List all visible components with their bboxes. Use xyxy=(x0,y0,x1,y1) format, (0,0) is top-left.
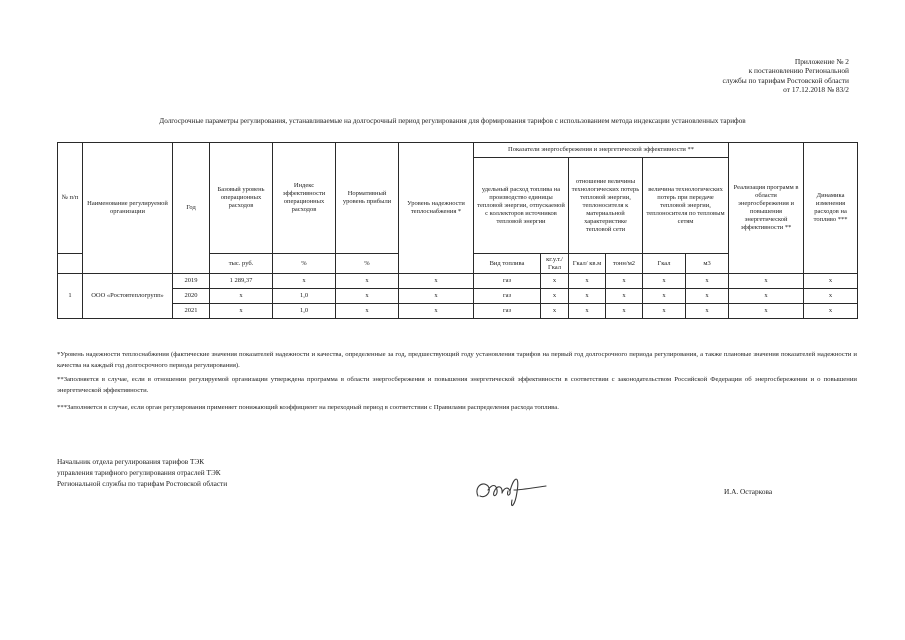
header-program: Реализация программ в области энергосбережения и повышения энергетической эффективности ** xyxy=(729,143,804,274)
unit-loss-b: м3 xyxy=(686,254,729,274)
cell-reliability: х xyxy=(399,304,474,319)
cell-loss-b: х xyxy=(686,289,729,304)
header-org: Наименование регулируемой организации xyxy=(83,143,173,274)
header-energy-group: Показатели энергосбережения и энергетической эффективности ** xyxy=(474,143,729,158)
header-reliability: Уровень надежности теплоснабжения * xyxy=(399,143,474,274)
header-ratio: отношение величины технологических потерь тепловой энергии, теплоносителя к материальной характеристике тепловой сети xyxy=(569,158,643,254)
header-dynamics: Динамика изменения расходов на топливо *** xyxy=(804,143,858,274)
table-row xyxy=(58,304,858,319)
cell-loss-b: х xyxy=(686,304,729,319)
unit-loss-a: Гкал xyxy=(643,254,686,274)
header-fuel: удельный расход топлива на производство единицы тепловой энергии, отпускаемой с коллекторов источников тепловой энергии xyxy=(474,158,569,254)
cell-dynamics: х xyxy=(804,274,858,289)
unit-profit: % xyxy=(336,254,399,274)
cell-index: 1,0 xyxy=(273,304,336,319)
header-index: Индекс эффективности операционных расходов xyxy=(273,143,336,254)
footnote-fuel: ***Заполняется в случае, если орган регулирования применяет понижающий коэффициент на переходный период в соответствии с Правилами распределения расхода топлива. xyxy=(57,404,559,411)
cell-ratio-b: х xyxy=(606,304,643,319)
unit-fuel: кг.у.т./Гкал xyxy=(541,254,569,274)
header-year: Год xyxy=(173,143,210,274)
cell-index: х xyxy=(273,274,336,289)
cell-fuel-unit: х xyxy=(541,289,569,304)
handwritten-signature xyxy=(470,466,550,512)
cell-profit: х xyxy=(336,304,399,319)
cell-program: х xyxy=(729,304,804,319)
appendix-block xyxy=(589,57,849,94)
cell-ratio-a: х xyxy=(569,274,606,289)
unit-index: % xyxy=(273,254,336,274)
org-name: ООО «Ростовтеплогрупп» xyxy=(83,274,173,319)
cell-profit: х xyxy=(336,289,399,304)
cell-ratio-a: х xyxy=(569,289,606,304)
cell-loss-a: х xyxy=(643,289,686,304)
appendix-line: к постановлению Региональной xyxy=(748,66,849,76)
cell-index: 1,0 xyxy=(273,289,336,304)
cell-program: х xyxy=(729,289,804,304)
header-num: № п/п xyxy=(58,143,83,254)
header-losses: величина технологических потерь при передаче тепловой энергии, теплоносителя по тепловым сетям xyxy=(643,158,729,254)
cell-loss-a: х xyxy=(643,274,686,289)
cell-fuel-unit: х xyxy=(541,274,569,289)
unit-fuel-type: Вид топлива xyxy=(474,254,541,274)
appendix-line: от 17.12.2018 № 83/2 xyxy=(783,84,849,94)
cell-dynamics: х xyxy=(804,289,858,304)
unit-ratio-a: Гкал/ кв.м xyxy=(569,254,606,274)
header-profit: Нормативный уровень прибыли xyxy=(336,143,399,254)
cell-base: х xyxy=(210,304,273,319)
appendix-line: Приложение № 2 xyxy=(794,57,849,66)
footnote-reliability: *Уровень надежности теплоснабжения (фактические значения показателей надежности и качества, определенные за год, предшествующий году установления тарифов на первый год долгосрочного периода регулирования, а также плановые значения показателей надежности и качества на каждый год долгосрочного периода регулирования). xyxy=(57,351,857,369)
units-empty xyxy=(58,254,83,274)
cell-fuel-type: газ xyxy=(474,289,541,304)
signer-name: И.А. Остаркова xyxy=(724,487,773,496)
cell-ratio-a: х xyxy=(569,304,606,319)
cell-year: 2019 xyxy=(173,274,210,289)
cell-dynamics: х xyxy=(804,304,858,319)
table-row xyxy=(58,289,858,304)
footnote-energy-program: **Заполняется в случае, если в отношении регулируемой организации утверждена программа в области энергосбережения и повышения энергетической эффективности в соответствии с законодательством Российской Федерации об энергосбережении и о повышении энергетической эффективности. xyxy=(57,376,857,394)
org-number: 1 xyxy=(58,274,83,319)
unit-ratio-b: тонн/м2 xyxy=(606,254,643,274)
cell-profit: х xyxy=(336,274,399,289)
cell-base: 1 289,37 xyxy=(210,274,273,289)
cell-loss-a: х xyxy=(643,304,686,319)
signer-organization: Региональной службы по тарифам Ростовской области xyxy=(57,479,228,488)
appendix-line: службы по тарифам Ростовской области xyxy=(722,75,849,85)
cell-fuel-unit: х xyxy=(541,304,569,319)
unit-base: тыс. руб. xyxy=(210,254,273,274)
cell-base: х xyxy=(210,289,273,304)
cell-reliability: х xyxy=(399,289,474,304)
signer-position: Начальник отдела регулирования тарифов ТЭК xyxy=(57,457,205,466)
parameters-table xyxy=(57,142,858,319)
cell-ratio-b: х xyxy=(606,274,643,289)
cell-program: х xyxy=(729,274,804,289)
signer-department: управления тарифного регулирования отраслей ТЭК xyxy=(57,468,221,477)
cell-loss-b: х xyxy=(686,274,729,289)
signer-block xyxy=(57,456,227,489)
document-title: Долгосрочные параметры регулирования, устанавливаемые на долгосрочный период регулирования для формирования тарифов с использованием метода индексации установленных тарифов xyxy=(159,117,746,125)
table-row xyxy=(58,274,858,289)
cell-ratio-b: х xyxy=(606,289,643,304)
cell-fuel-type: газ xyxy=(474,274,541,289)
cell-year: 2020 xyxy=(173,289,210,304)
cell-reliability: х xyxy=(399,274,474,289)
header-base: Базовый уровень операционных расходов xyxy=(210,143,273,254)
cell-fuel-type: газ xyxy=(474,304,541,319)
cell-year: 2021 xyxy=(173,304,210,319)
